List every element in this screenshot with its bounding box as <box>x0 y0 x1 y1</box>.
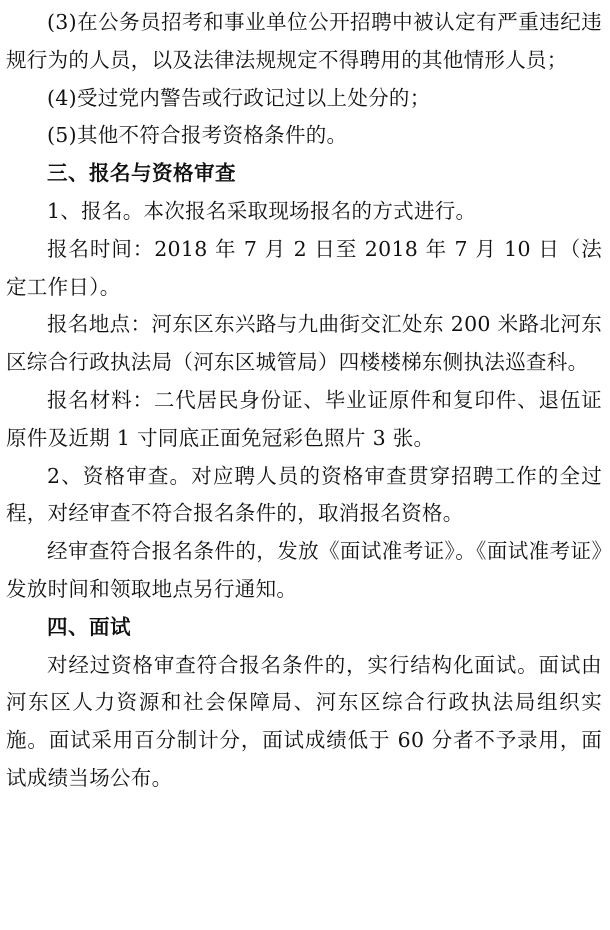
document-page <box>6 4 602 798</box>
paragraph-interview-details: 对经过资格审查符合报名条件的，实行结构化面试。面试由河东区人力资源和社会保障局、河东区综合行政执法局组织实施。面试采用百分制计分，面试成绩低于 60 分者不予录用，面试成绩当场公布。 <box>6 652 602 790</box>
paragraph-disqualification-5: (5)其他不符合报考资格条件的。 <box>47 123 348 148</box>
paragraph-registration-method: 1、报名。本次报名采取现场报名的方式进行。 <box>47 198 477 223</box>
paragraph-admission-ticket: 经审查符合报名条件的，发放《面试准考证》。《面试准考证》发放时间和领取地点另行通知。 <box>6 539 602 601</box>
paragraph-qualification-review: 2、资格审查。对应聘人员的资格审查贯穿招聘工作的全过程，对经审查不符合报名条件的，取消报名资格。 <box>6 463 602 526</box>
section-heading-registration: 三、报名与资格审查 <box>47 161 236 186</box>
paragraph-disqualification-3: (3)在公务员招考和事业单位公开招聘中被认定有严重违纪违规行为的人员，以及法律法规规定不得聘用的其他情形人员； <box>6 10 602 72</box>
paragraph-registration-materials: 报名材料：二代居民身份证、毕业证原件和复印件、退伍证原件及近期 1 寸同底正面免冠彩色照片 3 张。 <box>6 387 602 450</box>
paragraph-disqualification-4: (4)受过党内警告或行政记过以上处分的； <box>47 85 431 110</box>
paragraph-registration-time: 报名时间：2018 年 7 月 2 日至 2018 年 7 月 10 日（法定工作日）。 <box>6 236 602 299</box>
section-heading-interview: 四、面试 <box>47 614 131 639</box>
paragraph-registration-location: 报名地点：河东区东兴路与九曲街交汇处东 200 米路北河东区综合行政执法局（河东区城管局）四楼楼梯东侧执法巡查科。 <box>6 312 602 375</box>
